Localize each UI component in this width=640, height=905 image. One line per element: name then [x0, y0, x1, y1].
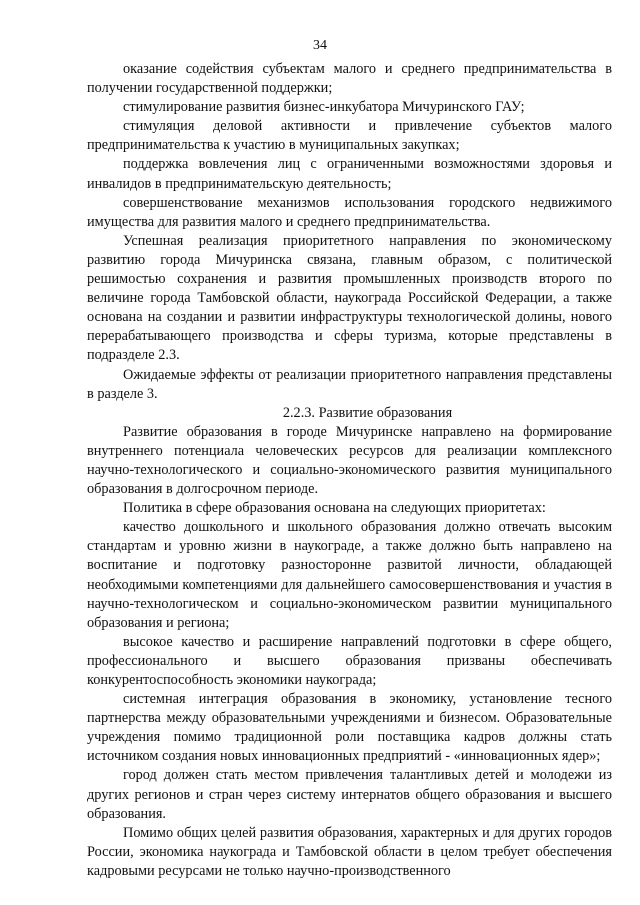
paragraph: Развитие образования в городе Мичуринске направлено на формирование внутреннего потенциала человеческих ресурсов для реализации комплексного научно-технологического и социально-экономического развития муниципального образования в долгосрочном периоде.: [87, 423, 612, 498]
paragraph: Ожидаемые эффекты от реализации приоритетного направления представлены в разделе 3.: [87, 366, 612, 402]
paragraph: Успешная реализация приоритетного направления по экономическому развитию города Мичуринска связана, главным образом, с политической решимостью сохранения и развития промышленных производств второго по величине города Тамбовской области, наукограда Российской Федерации, а также основана на создании и развитии инфраструктуры технологической долины, нового перерабатывающего производства и сферы туризма, которые представлены в подразделе 2.3.: [87, 232, 612, 364]
paragraph: поддержка вовлечения лиц с ограниченными возможностями здоровья и инвалидов в предпринимательскую деятельность;: [87, 156, 612, 192]
section-heading: 2.2.3. Развитие образования: [282, 404, 453, 421]
paragraph: системная интеграция образования в экономику, установление тесного партнерства между образовательными учреждениями и бизнесом. Образовательные учреждения помимо традиционной роли поставщика кадров должны стать источником создания новых инновационных предприятий - «инновационных ядер»;: [87, 691, 612, 765]
paragraph: город должен стать местом привлечения талантливых детей и молодежи из других регионов и стран через систему интернатов общего образования и высшего образования.: [87, 767, 612, 822]
paragraph: Помимо общих целей развития образования, характерных и для других городов России, экономика наукограда и Тамбовской области в целом требует обеспечения кадровыми ресурсами не только научно-производственного: [87, 824, 612, 879]
paragraph: стимулирование развития бизнес-инкубатора Мичуринского ГАУ;: [123, 99, 525, 116]
paragraph: качество дошкольного и школьного образования должно отвечать высоким стандартам и уровню жизни в наукограде, а также должно быть направлено на воспитание и подготовку разносторонне развитой личности, обладающей необходимыми компетенциями для дальнейшего самосовершенствования и участия в научно-технологическом и социально-экономическом развитии муниципального образования и региона;: [87, 519, 612, 631]
paragraph: стимуляция деловой активности и привлечение субъектов малого предпринимательства к участию в муниципальных закупках;: [87, 118, 612, 154]
page-number: 34: [313, 38, 327, 53]
paragraph: Политика в сфере образования основана на следующих приоритетах:: [123, 500, 546, 517]
paragraph: оказание содействия субъектам малого и среднего предпринимательства в получении государственной поддержки;: [87, 61, 612, 97]
body-text: [87, 60, 612, 881]
paragraph: совершенствование механизмов использования городского недвижимого имущества для развития малого и среднего предпринимательства.: [87, 194, 612, 230]
paragraph: высокое качество и расширение направлений подготовки в сфере общего, профессионального и высшего образования призваны обеспечивать конкурентоспособность экономики наукограда;: [87, 633, 612, 688]
